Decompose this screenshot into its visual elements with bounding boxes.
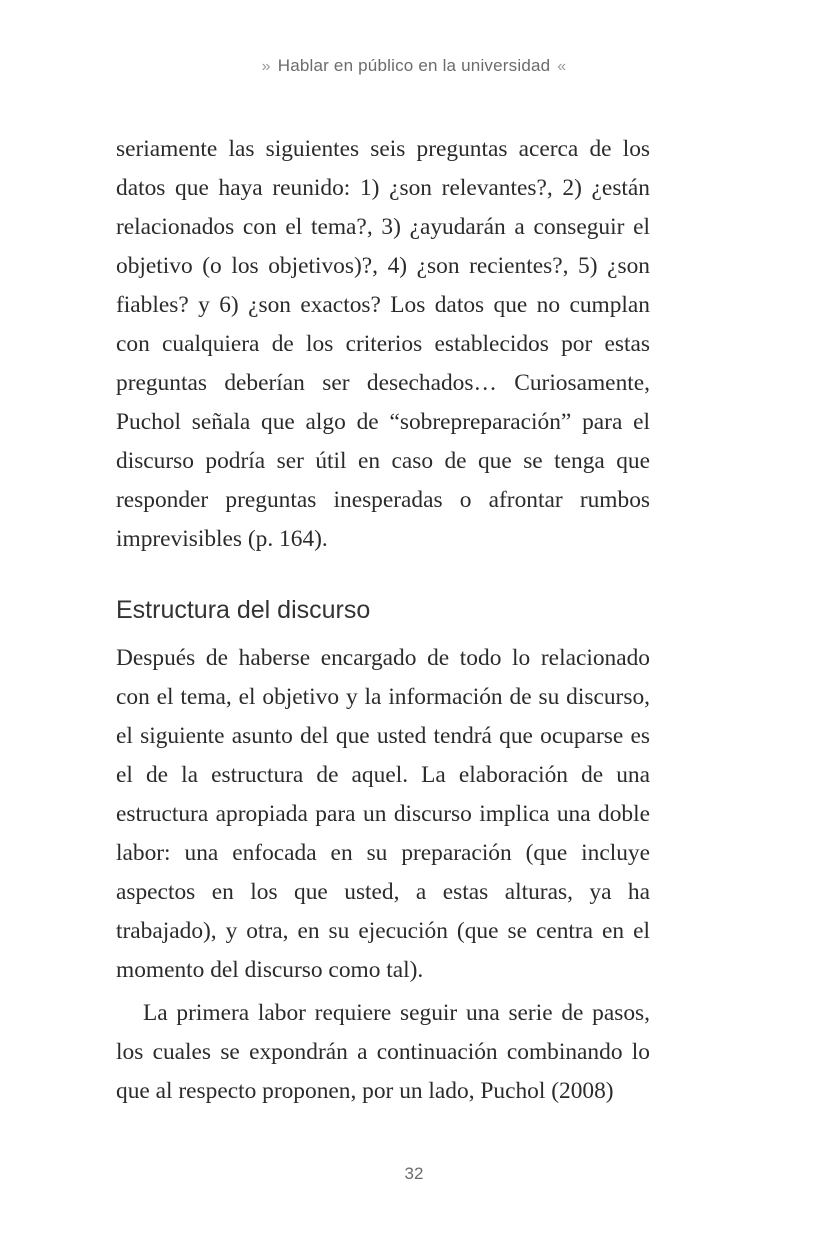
- section-paragraph-1: Después de haberse encargado de todo lo relacionado con el tema, el objetivo y la información de su discurso, el siguiente asunto del que usted tendrá que ocuparse es el de la estructura de aquel. La elaboración de una estructura apropiada para un discurso implica una doble labor: una enfocada en su preparación (que incluye aspectos en los que usted, a estas alturas, ya ha trabajado), y otra, en su ejecución (que se centra en el momento del discurso como tal).: [116, 645, 650, 983]
- section-heading: Estructura del discurso: [116, 596, 371, 624]
- page-body: [116, 130, 650, 1111]
- right-guillemet: «: [557, 58, 567, 75]
- page-number: 32: [404, 1164, 424, 1183]
- section-paragraph-2: La primera labor requiere seguir una serie de pasos, los cuales se expondrán a continuación combinando lo que al respecto proponen, por un lado, Puchol (2008): [116, 1000, 650, 1104]
- running-header-title: Hablar en público en la universidad: [277, 56, 551, 75]
- left-guillemet: »: [261, 58, 271, 75]
- running-header: [0, 56, 828, 76]
- continued-paragraph: seriamente las siguientes seis preguntas acerca de los datos que haya reunido: 1) ¿son relevantes?, 2) ¿están relacionados con el tema?, 3) ¿ayudarán a conseguir el objetivo (o los objetivos)?, 4) ¿son recientes?, 5) ¿son fiables? y 6) ¿son exactos? Los datos que no cumplan con cualquiera de los criterios establecidos por estas preguntas deberían ser desechados… Curiosamente, Puchol señala que algo de “sobrepreparación” para el discurso podría ser útil en caso de que se tenga que responder preguntas inesperadas o afrontar rumbos imprevisibles (p. 164).: [116, 136, 650, 552]
